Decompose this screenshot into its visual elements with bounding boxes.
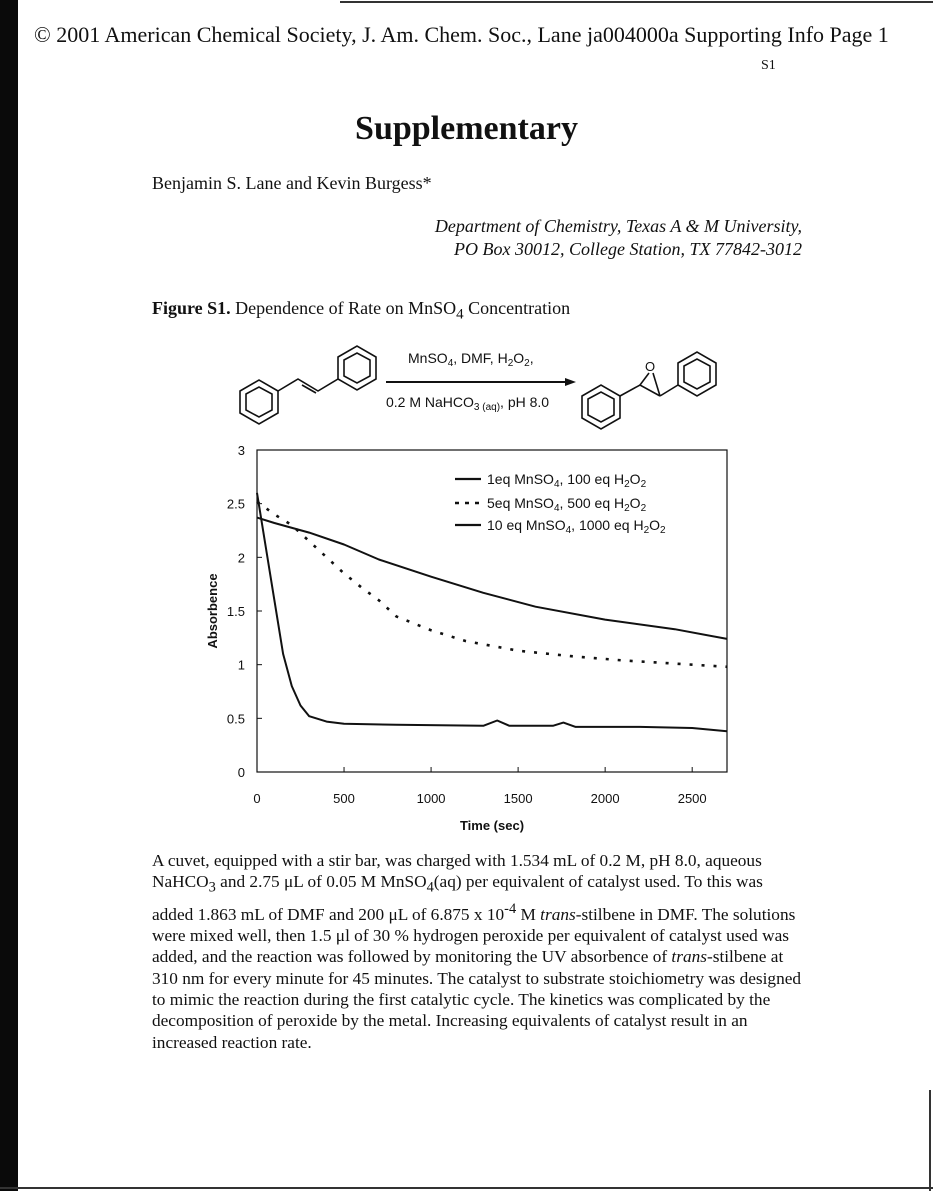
y-axis-label: Absorbence (205, 573, 220, 649)
epoxide-ring-right-inner (684, 359, 710, 389)
y-tick-label: 2 (237, 550, 245, 566)
y-tick-label: 0.5 (226, 711, 245, 727)
body-text-2: and 2.75 μL of 0.05 M MnSO (215, 872, 427, 892)
epoxide-link (660, 385, 678, 396)
figure-caption (152, 298, 570, 324)
affiliation (380, 215, 802, 261)
body-text-1: A cuvet, equipped with a stir bar, was charged with 1.534 mL of 0.2 M, pH 8.0, aqueous NaHCO (152, 851, 762, 892)
legend-label-2: 5eq MnSO$_4$, 500 eq $H_2O_2$ (487, 495, 647, 514)
body-text-4: M (516, 904, 541, 924)
x-tick-label: 500 (333, 791, 355, 806)
reaction-scheme (220, 335, 740, 435)
epoxide-o-bond-1 (640, 373, 649, 385)
arrow-head (565, 378, 576, 386)
benzene-ring-right-inner (344, 353, 370, 383)
reagents-top: MnSO$_4$, DMF, $H_2O_2$, (408, 350, 534, 369)
figure-label: Figure S1. (152, 298, 231, 318)
legend-label-1: 1eq MnSO$_4$, 100 eq $H_2O_2$ (487, 471, 647, 490)
page-title: Supplementary (355, 110, 578, 147)
caption-text-2: Concentration (463, 298, 571, 318)
legend (455, 471, 666, 536)
y-tick-label: 3 (237, 443, 245, 458)
stilbene-structure (240, 346, 376, 424)
y-tick-label: 2.5 (226, 496, 245, 512)
methods-paragraph (152, 850, 802, 1053)
scan-left-edge (0, 0, 18, 1191)
reagents-bottom: 0.2 M NaHCO$_{3 (aq)}$, pH 8.0 (386, 394, 550, 413)
body-text-3: (aq) per equivalent of catalyst used. To this was added 1.863 mL of DMF and 200 μL of 6.875 x 10 (152, 872, 763, 924)
scan-right-rule (929, 1090, 931, 1191)
affiliation-line-1: Department of Chemistry, Texas A & M University, (434, 216, 802, 236)
epoxide-ring-left-inner (588, 392, 614, 422)
copyright-header: © 2001 American Chemical Society, J. Am. Chem. Soc., Lane ja004000a Supporting Info Page 1 (34, 22, 889, 47)
caption-sub: 4 (456, 306, 464, 323)
affiliation-line-2: PO Box 30012, College Station, TX 77842-3012 (454, 239, 802, 259)
x-tick-label: 2500 (677, 791, 707, 806)
x-tick-label: 0 (253, 791, 261, 806)
series-line-1 (257, 518, 727, 639)
x-axis-label: Time (sec) (459, 818, 525, 833)
legend-label-3: 10 eq MnSO$_4$, 1000 eq $H_2O_2$ (487, 517, 666, 536)
scan-bottom-rule (0, 1187, 933, 1189)
x-tick-label: 1000 (416, 791, 446, 806)
body-sub-2: 4 (426, 879, 434, 896)
body-text-6: -stilbene at 310 nm for every minute for 45 minutes. The catalyst to substrate stoichiometry was designed to mimic the reaction during the first catalytic cycle. The kinetics was complicated by the decomposition of peroxide by the metal. Increasing equivalents of catalyst result in an increased reaction rate. (152, 947, 802, 1052)
scan-top-rule (340, 1, 933, 3)
body-sub-1: 3 (208, 879, 216, 896)
y-tick-label: 1 (237, 657, 245, 673)
authors: Benjamin S. Lane and Kevin Burgess* (152, 173, 432, 193)
x-axis-ticks (253, 767, 706, 806)
benzene-ring-left-inner (246, 387, 272, 417)
page-label: S1 (761, 58, 776, 73)
x-tick-label: 2000 (590, 791, 620, 806)
trans-italic-1: trans (540, 904, 576, 924)
body-text-5: -stilbene in DMF. The solutions were mixed well, then 1.5 μl of 30 % hydrogen peroxide per equivalent of catalyst used was added, and the reaction was followed by monitoring the UV absorbence of (152, 904, 796, 967)
epoxide-oxygen: O (645, 359, 656, 374)
caption-text-1: Dependence of Rate on MnSO (235, 298, 457, 318)
y-tick-label: 1.5 (226, 604, 245, 619)
x-tick-label: 1500 (503, 791, 533, 806)
body-sup: -4 (504, 901, 517, 918)
trans-italic-2: trans (671, 947, 707, 967)
absorbance-chart (195, 435, 745, 845)
y-tick-label: 0 (237, 765, 245, 780)
epoxide-backbone (620, 385, 660, 396)
